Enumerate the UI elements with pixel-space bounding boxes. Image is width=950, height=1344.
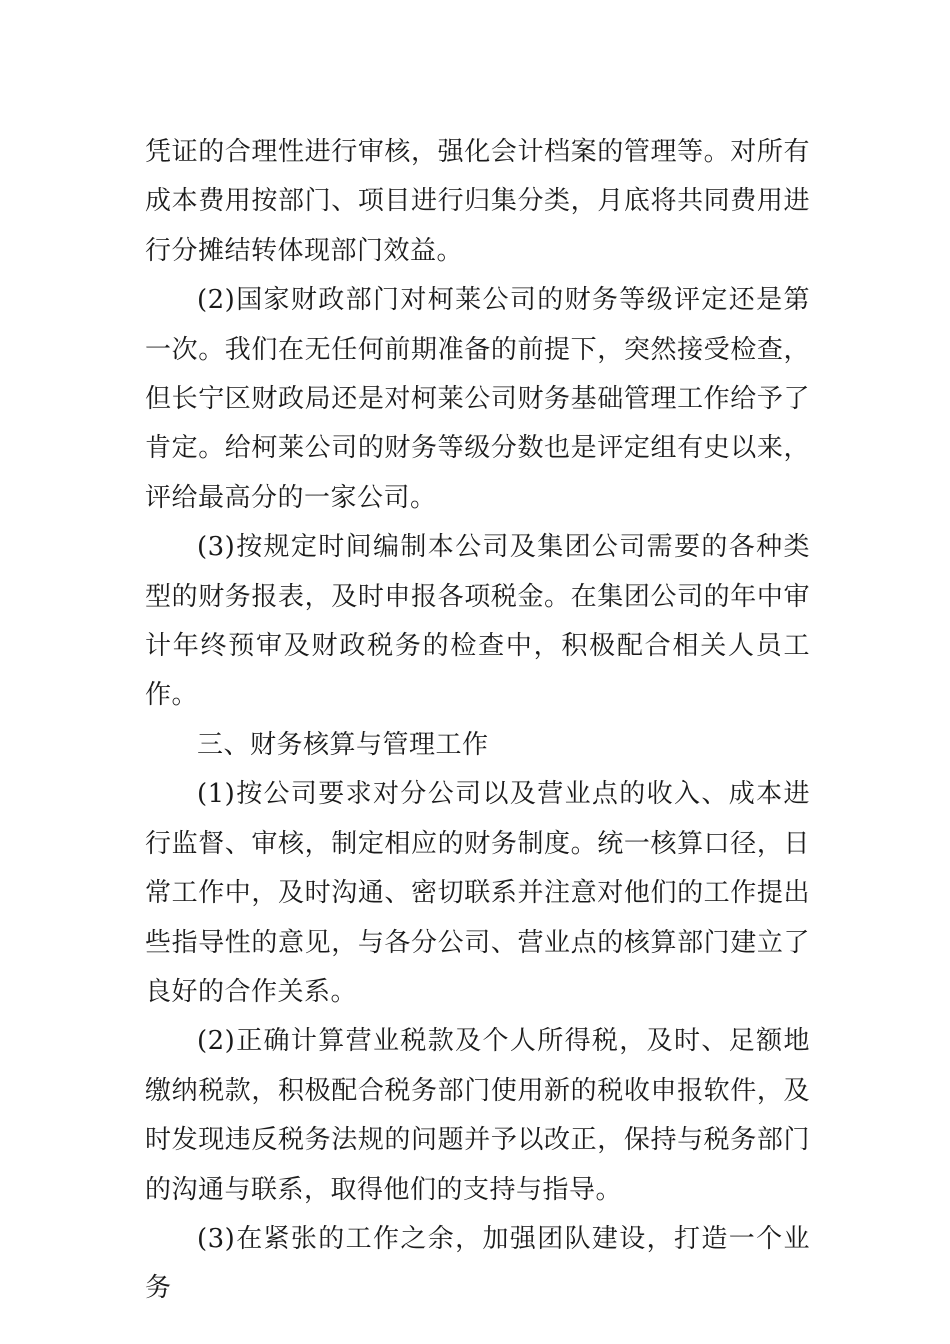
document-body (145, 128, 810, 1314)
section-heading: 三、财务核算与管理工作 (197, 729, 489, 760)
paragraph-item-1: (1)按公司要求对分公司以及营业点的收入、成本进行监督、审核，制定相应的财务制度。统一核算口径，日常工作中，及时沟通、密切联系并注意对他们的工作提出些指导性的意见，与各分公司、营业点的核算部门建立了良好的合作关系。 (145, 779, 810, 1007)
paragraph-item-3b: (3)在紧张的工作之余，加强团队建设，打造一个业务 (145, 1223, 810, 1304)
paragraph-item-2b: (2)正确计算营业税款及个人所得税，及时、足额地缴纳税款，积极配合税务部门使用新的税收申报软件，及时发现违反税务法规的问题并予以改正，保持与税务部门的沟通与联系，取得他们的支持与指导。 (145, 1026, 810, 1205)
paragraph-continued: 凭证的合理性进行审核，强化会计档案的管理等。对所有成本费用按部门、项目进行归集分类，月底将共同费用进行分摊结转体现部门效益。 (145, 137, 810, 266)
paragraph-item-3: (3)按规定时间编制本公司及集团公司需要的各种类型的财务报表，及时申报各项税金。在集团公司的年中审计年终预审及财政税务的检查中，积极配合相关人员工作。 (145, 532, 810, 711)
paragraph-item-2: (2)国家财政部门对柯莱公司的财务等级评定还是第一次。我们在无任何前期准备的前提下，突然接受检查，但长宁区财政局还是对柯莱公司财务基础管理工作给予了肯定。给柯莱公司的财务等级分数也是评定组有史以来，评给最高分的一家公司。 (145, 285, 810, 513)
